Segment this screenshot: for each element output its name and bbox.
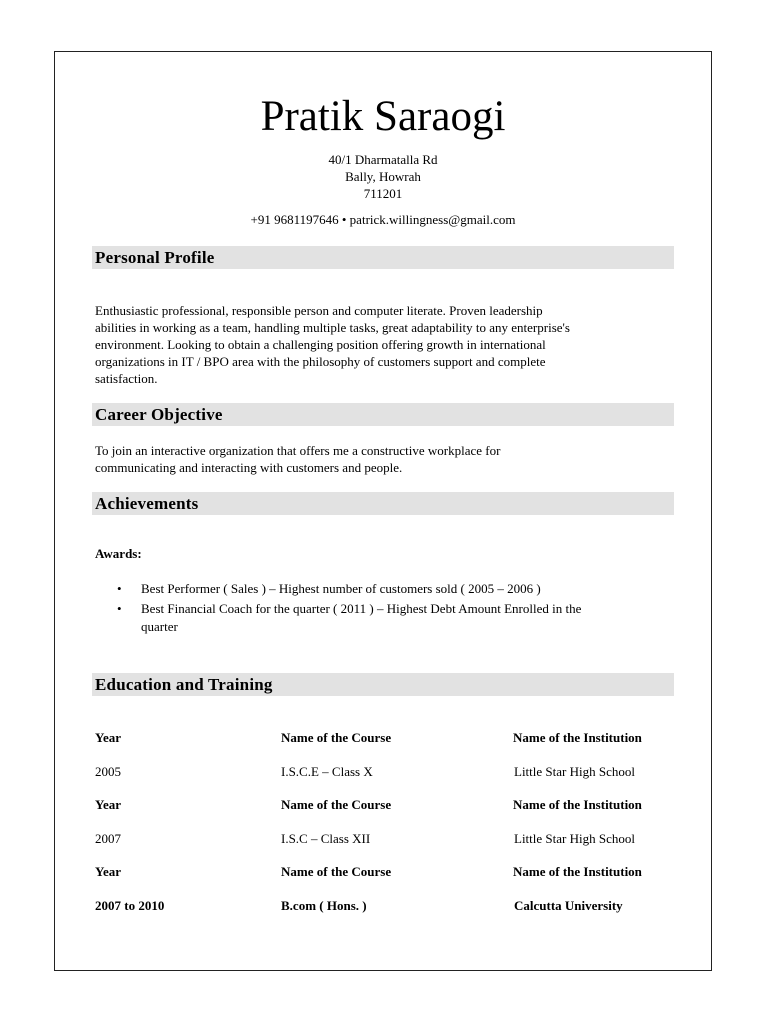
personal-profile-text — [95, 302, 685, 387]
bullet-icon: • — [117, 601, 122, 616]
text-line: Enthusiastic professional, responsible person and computer literate. Proven leadership — [95, 303, 543, 318]
text-line: To join an interactive organization that offers me a constructive workplace for — [95, 443, 501, 458]
text-line: quarter — [141, 619, 178, 634]
table-cell-year: Year — [95, 797, 121, 812]
awards-list — [95, 580, 685, 636]
address-line-2: Bally, Howrah — [345, 169, 421, 184]
text-line: environment. Looking to obtain a challenging position offering growth in international — [95, 337, 546, 352]
table-cell-year: Year — [95, 864, 121, 879]
address-line-3: 711201 — [363, 186, 403, 201]
text-line: Best Performer ( Sales ) – Highest number of customers sold ( 2005 – 2006 ) — [141, 581, 541, 596]
table-cell-institution: Name of the Institution — [513, 730, 642, 745]
table-cell-institution: Little Star High School — [514, 764, 635, 779]
list-item — [95, 600, 685, 636]
section-heading-career-objective: Career Objective — [92, 403, 674, 426]
table-cell-course: I.S.C.E – Class X — [281, 764, 373, 779]
candidate-name: Pratik Saraogi — [260, 93, 506, 140]
table-cell-year: Year — [95, 730, 121, 745]
bullet-icon: • — [117, 581, 122, 596]
text-line: satisfaction. — [95, 371, 158, 386]
table-cell-institution: Name of the Institution — [513, 864, 642, 879]
text-line: Best Financial Coach for the quarter ( 2011 ) – Highest Debt Amount Enrolled in the — [141, 601, 582, 616]
table-cell-year: 2005 — [95, 764, 121, 779]
contact-line: +91 9681197646 • patrick.willingness@gmail.com — [250, 212, 516, 227]
table-cell-course: I.S.C – Class XII — [281, 831, 371, 846]
section-heading-education: Education and Training — [92, 673, 674, 696]
list-item — [95, 580, 685, 598]
section-heading-achievements: Achievements — [92, 492, 674, 515]
text-line: communicating and interacting with customers and people. — [95, 460, 403, 475]
section-heading-personal-profile: Personal Profile — [92, 246, 674, 269]
table-cell-institution: Name of the Institution — [513, 797, 642, 812]
table-cell-year: 2007 — [95, 831, 121, 846]
text-line: abilities in working as a team, handling multiple tasks, great adaptability to any enterprise's — [95, 320, 570, 335]
address-line-1: 40/1 Dharmatalla Rd — [328, 152, 438, 167]
table-cell-course: B.com ( Hons. ) — [281, 898, 367, 913]
table-cell-institution: Little Star High School — [514, 831, 635, 846]
awards-label: Awards: — [95, 546, 142, 561]
table-cell-course: Name of the Course — [281, 864, 392, 879]
career-objective-text — [95, 442, 685, 476]
text-line: organizations in IT / BPO area with the philosophy of customers support and complete — [95, 354, 546, 369]
table-cell-course: Name of the Course — [281, 797, 392, 812]
table-cell-institution: Calcutta University — [514, 898, 623, 913]
table-cell-year: 2007 to 2010 — [95, 898, 165, 913]
resume-page — [54, 51, 712, 971]
table-cell-course: Name of the Course — [281, 730, 392, 745]
